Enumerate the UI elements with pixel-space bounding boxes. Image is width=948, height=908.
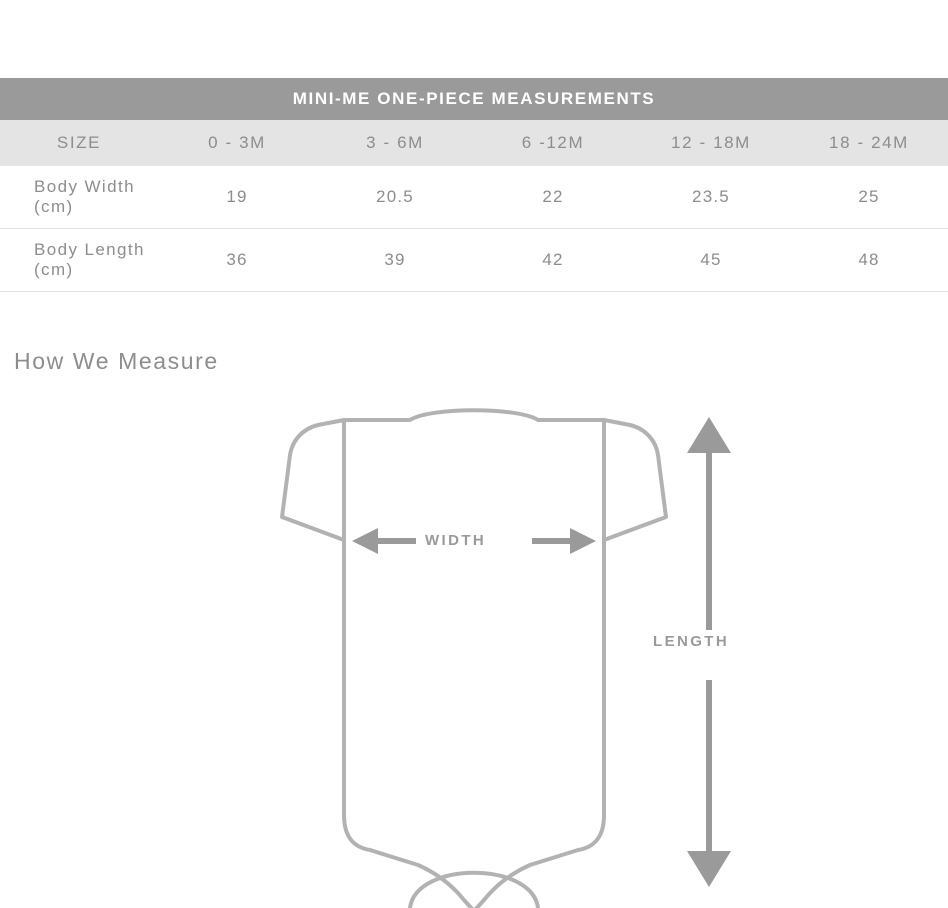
row-1-value-1: 39 (316, 229, 474, 292)
header-col-0: 0 - 3M (158, 120, 316, 166)
length-label: LENGTH (653, 633, 730, 650)
row-0-value-4: 25 (790, 166, 948, 229)
onesie-outline-icon (282, 410, 666, 908)
row-0-label: Body Width (cm) (0, 166, 158, 229)
width-label: WIDTH (425, 532, 487, 549)
row-1-value-4: 48 (790, 229, 948, 292)
table-header-row (0, 120, 948, 166)
table-row (0, 166, 948, 229)
onesie-diagram (0, 395, 948, 908)
row-0-value-3: 23.5 (632, 166, 790, 229)
row-1-value-3: 45 (632, 229, 790, 292)
table-title-row (0, 78, 948, 120)
row-1-value-2: 42 (474, 229, 632, 292)
header-col-2: 6 -12M (474, 120, 632, 166)
row-1-label: Body Length (cm) (0, 229, 158, 292)
table-title: MINI-ME ONE-PIECE MEASUREMENTS (0, 78, 948, 120)
how-we-measure-heading: How We Measure (14, 348, 219, 374)
table-row (0, 229, 948, 292)
length-arrow-icon (687, 417, 731, 887)
row-1-value-0: 36 (158, 229, 316, 292)
header-col-1: 3 - 6M (316, 120, 474, 166)
row-0-value-0: 19 (158, 166, 316, 229)
header-col-3: 12 - 18M (632, 120, 790, 166)
header-col-4: 18 - 24M (790, 120, 948, 166)
row-0-value-1: 20.5 (316, 166, 474, 229)
row-0-value-2: 22 (474, 166, 632, 229)
header-size-label: SIZE (0, 120, 158, 166)
measurements-table (0, 78, 948, 292)
